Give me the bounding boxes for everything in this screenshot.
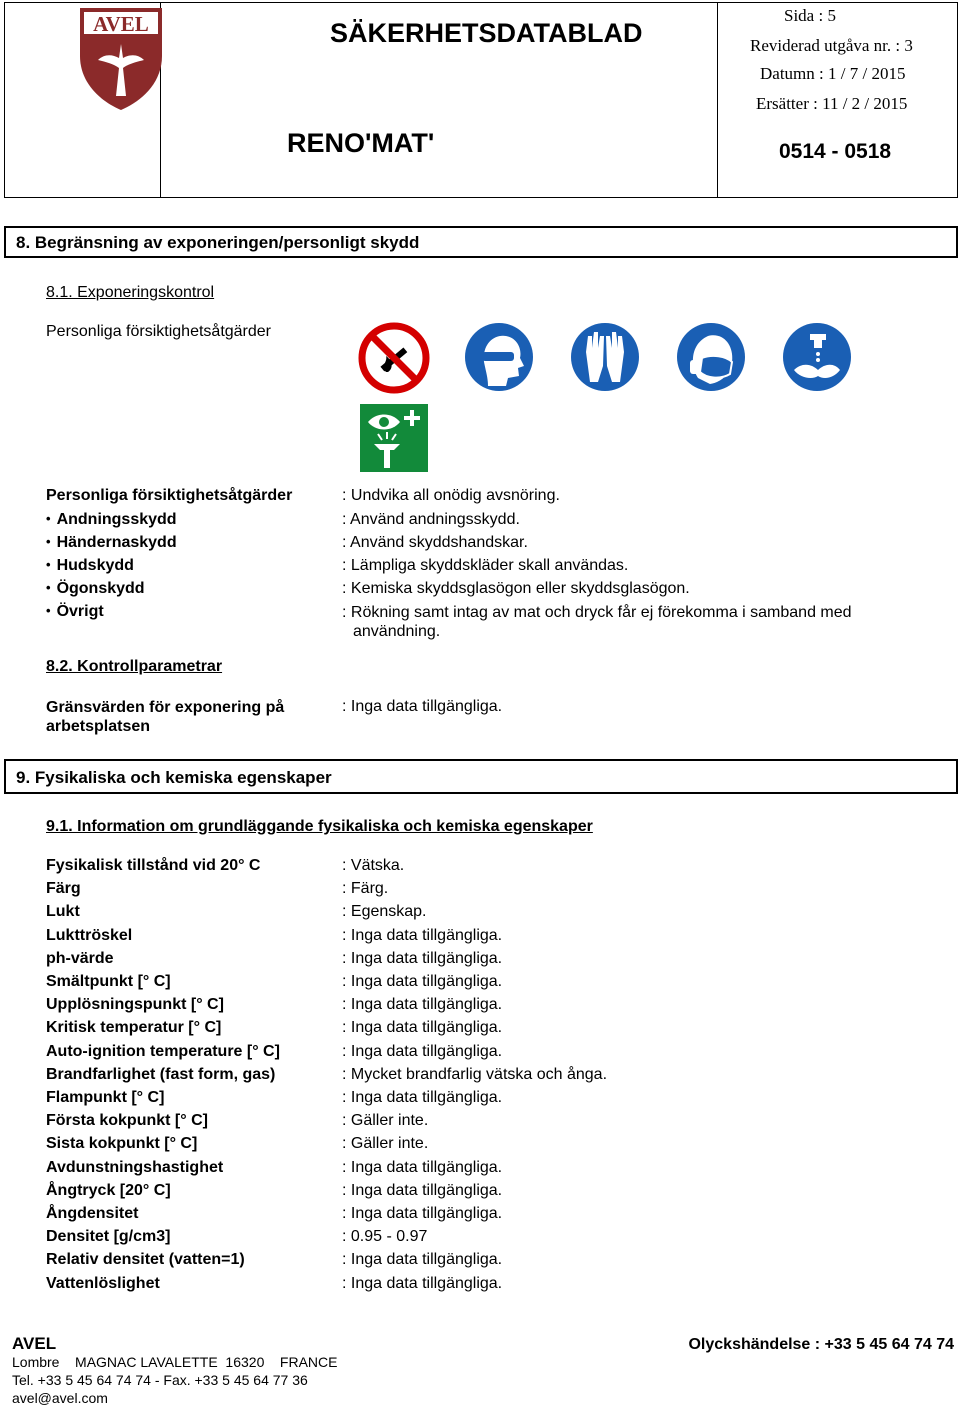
no-smoking-icon	[358, 322, 430, 394]
property-label: Densitet [g/cm3]	[46, 1228, 171, 1245]
property-label: Smältpunkt [° C]	[46, 973, 171, 990]
footer-contact: Tel. +33 5 45 64 74 74 - Fax. +33 5 45 64 77 36	[12, 1372, 308, 1388]
page-number: Sida : 5	[784, 6, 836, 25]
property-label: Upplösningspunkt [° C]	[46, 996, 224, 1013]
property-label: Sista kokpunkt [° C]	[46, 1135, 198, 1152]
replaces-date: Ersätter : 11 / 2 / 2015	[756, 94, 908, 113]
property-value: : Inga data tillgängliga.	[342, 1182, 503, 1199]
property-label: Vattenlöslighet	[46, 1275, 160, 1292]
measure-label: • Hudskydd	[46, 557, 134, 575]
property-value: : Gäller inte.	[342, 1112, 429, 1129]
subsection-8-1-title: 8.1. Exponeringskontrol	[46, 284, 215, 301]
footer-email: avel@avel.com	[12, 1390, 108, 1406]
property-value: : Inga data tillgängliga.	[342, 1159, 503, 1176]
measure-value: : Kemiska skyddsglasögon eller skyddsglasögon.	[342, 580, 690, 597]
header-divider	[717, 2, 718, 198]
product-code: 0514 - 0518	[779, 140, 892, 163]
logo-text: AVEL	[93, 12, 149, 36]
property-label: Lukttröskel	[46, 927, 133, 944]
eye-wash-station-icon	[360, 404, 428, 472]
document-title: SÄKERHETSDATABLAD	[330, 18, 643, 48]
property-value: : Inga data tillgängliga.	[342, 1043, 503, 1060]
exposure-limits-label: Gränsvärden för exponering på arbetsplatsen	[46, 699, 285, 735]
measure-value: : Använd skyddshandskar.	[342, 534, 528, 551]
property-label: Fysikalisk tillstånd vid 20° C	[46, 857, 261, 874]
property-value: : Inga data tillgängliga.	[342, 996, 503, 1013]
product-name: RENO'MAT'	[287, 128, 435, 158]
footer-emergency-phone: Olyckshändelse : +33 5 45 64 74 74	[688, 1336, 954, 1353]
property-value: : Inga data tillgängliga.	[342, 1089, 503, 1106]
measure-value: : Lämpliga skyddskläder skall användas.	[342, 557, 629, 574]
property-label: Första kokpunkt [° C]	[46, 1112, 208, 1129]
respirator-mask-icon	[676, 322, 746, 392]
protective-gloves-icon	[570, 322, 640, 392]
measure-label: • Andningsskydd	[46, 511, 177, 529]
section-8-heading: 8. Begränsning av exponeringen/personligt skydd	[4, 226, 958, 258]
property-value: : 0.95 - 0.97	[342, 1228, 428, 1245]
measure-label: • Övrigt	[46, 603, 104, 621]
measure-label: • Ögonskydd	[46, 580, 145, 598]
property-label: Lukt	[46, 903, 80, 920]
property-value: : Inga data tillgängliga.	[342, 973, 503, 990]
property-value: : Inga data tillgängliga.	[342, 1019, 503, 1036]
property-label: Avdunstningshastighet	[46, 1159, 224, 1176]
company-logo	[76, 4, 168, 112]
subsection-8-2-title: 8.2. Kontrollparametrar	[46, 658, 223, 675]
measure-value: : Rökning samt intag av mat och dryck får ej förekomma i samband med användning.	[342, 604, 852, 640]
property-value: : Gäller inte.	[342, 1135, 429, 1152]
property-label: Ångdensitet	[46, 1205, 139, 1222]
property-label: Flampunkt [° C]	[46, 1089, 165, 1106]
property-value: : Inga data tillgängliga.	[342, 1275, 503, 1292]
footer-company: AVEL	[12, 1334, 57, 1353]
property-value: : Färg.	[342, 880, 389, 897]
property-value: : Egenskap.	[342, 903, 427, 920]
measure-label: Personliga försiktighetsåtgärder	[46, 487, 293, 504]
measure-value: : Undvika all onödig avsnöring.	[342, 487, 560, 504]
exposure-limits-value: : Inga data tillgängliga.	[342, 698, 503, 715]
property-label: Relativ densitet (vatten=1)	[46, 1251, 245, 1268]
property-label: Brandfarlighet (fast form, gas)	[46, 1066, 276, 1083]
property-value: : Mycket brandfarlig vätska och ånga.	[342, 1066, 608, 1083]
revision-date: Datumn : 1 / 7 / 2015	[760, 64, 906, 83]
property-label: Auto-ignition temperature [° C]	[46, 1043, 280, 1060]
property-label: ph-värde	[46, 950, 114, 967]
property-value: : Vätska.	[342, 857, 405, 874]
property-value: : Inga data tillgängliga.	[342, 1251, 503, 1268]
subsection-9-1-title: 9.1. Information om grundläggande fysikaliska och kemiska egenskaper	[46, 818, 593, 835]
protective-measures-title: Personliga försiktighetsåtgärder	[46, 323, 272, 340]
wash-hands-icon	[782, 322, 852, 392]
revision-number: Reviderad utgåva nr. : 3	[750, 36, 913, 55]
footer-address: Lombre MAGNAC LAVALETTE 16320 FRANCE	[12, 1354, 338, 1370]
property-value: : Inga data tillgängliga.	[342, 1205, 503, 1222]
property-value: : Inga data tillgängliga.	[342, 950, 503, 967]
measure-label: • Händernaskydd	[46, 534, 177, 552]
section-9-heading: 9. Fysikaliska och kemiska egenskaper	[4, 759, 958, 794]
property-value: : Inga data tillgängliga.	[342, 927, 503, 944]
property-label: Ångtryck [20° C]	[46, 1182, 171, 1199]
property-label: Kritisk temperatur [° C]	[46, 1019, 222, 1036]
property-label: Färg	[46, 880, 81, 897]
safety-goggles-icon	[464, 322, 534, 392]
measure-value: : Använd andningsskydd.	[342, 511, 520, 528]
